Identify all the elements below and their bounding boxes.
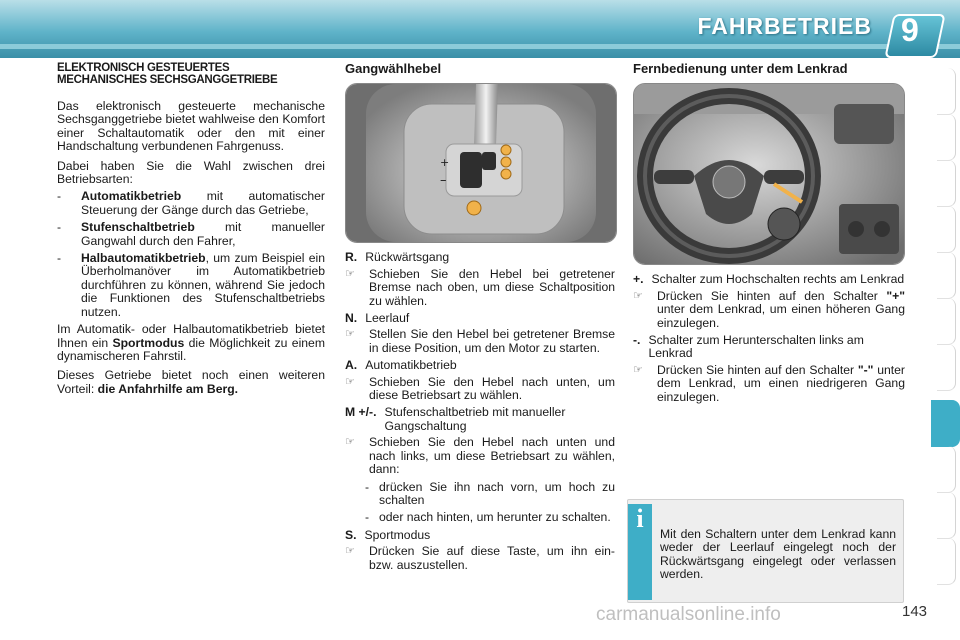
step-text: Schieben Sie den Hebel bei getretener Bremse nach oben, um diese Schaltposition zu wählen. — [369, 266, 615, 308]
gear-lever-photo — [345, 83, 617, 243]
chapter-tab[interactable] — [937, 538, 956, 585]
section-heading: Fernbedienung unter dem Lenkrad — [633, 61, 848, 76]
step-text: Schieben Sie den Hebel nach unten und nach links, um diese Betriebsart zu wählen, dann: — [369, 435, 615, 477]
hand-pointer-icon: ☞ — [345, 436, 355, 449]
intro-paragraph: Das elektronisch gesteuerte mechanische Sechsganggetriebe bietet wahlweise den Komfort einer Schaltautomatik oder den mit einer Handschaltung verbundenen Fahrgenuss. — [57, 99, 325, 154]
term-key: M +/-. — [345, 405, 377, 420]
step-row — [345, 328, 615, 355]
sub-step-text: oder nach hinten, um herunter zu schalten. — [379, 510, 611, 525]
term-row — [345, 529, 615, 542]
chapter-tab[interactable] — [937, 114, 956, 161]
step-row — [633, 290, 905, 330]
term-row — [633, 273, 905, 286]
info-text: Mit den Schaltern unter dem Lenkrad kann weder der Leerlauf eingelegt noch der Rückwärtsgang eingelegt oder verlassen werden. — [660, 527, 896, 582]
term-row — [345, 359, 615, 372]
header-band — [0, 44, 960, 49]
mode-text: mit manueller Gangwahl durch den Fahrer, — [81, 220, 325, 248]
term-desc: Automatikbetrieb — [365, 358, 457, 373]
chapter-tab[interactable] — [937, 68, 956, 115]
list-item: - Stufenschaltbetrieb mit manueller Gangwahl durch den Fahrer, — [57, 220, 325, 248]
step-row — [633, 364, 905, 404]
column-gear-lever — [345, 62, 615, 576]
switch-symbol: "-" — [857, 362, 874, 377]
mode-name: Halbautomatikbetrieb — [81, 251, 206, 266]
hand-pointer-icon: ☞ — [633, 289, 643, 302]
term-row — [345, 406, 615, 433]
term-row — [345, 251, 615, 264]
step-row — [345, 436, 615, 476]
step-text: Drücken Sie hinten auf den Schalter — [657, 288, 887, 303]
step-text: unter dem Lenkrad, um einen niedrigeren Gang einzulegen. — [657, 362, 905, 404]
sport-text: die Möglichkeit zu einem dynamischeren Fahrstil. — [57, 335, 325, 363]
svg-text:+: + — [440, 156, 450, 170]
term-key: S. — [345, 527, 357, 542]
steering-wheel-photo — [633, 83, 905, 265]
column-intro — [57, 62, 325, 402]
page-number: 143 — [902, 603, 928, 620]
mode-text: mit automatischer Steuerung der Gänge durch das Getriebe, — [81, 189, 325, 217]
advantage-paragraph — [57, 369, 325, 396]
step-row — [345, 545, 615, 572]
chapter-tab-active[interactable] — [931, 400, 960, 447]
chapter-number: 9 — [901, 12, 919, 48]
chapter-tab[interactable] — [937, 446, 956, 493]
advantage-term: die Anfahrhilfe am Berg. — [97, 381, 239, 396]
term-desc: Schalter zum Hochschalten rechts am Lenkrad — [651, 272, 905, 287]
term-desc: Rückwärtsgang — [365, 250, 450, 265]
term-key: R. — [345, 250, 358, 265]
hand-pointer-icon: ☞ — [633, 363, 643, 376]
chapter-tab[interactable] — [937, 344, 956, 391]
chapter-tab[interactable] — [937, 160, 956, 207]
term-key: +. — [633, 272, 644, 287]
sport-term: Sportmodus — [112, 335, 185, 350]
term-key: N. — [345, 311, 358, 326]
modes-intro: Dabei haben Sie die Wahl zwischen drei Betriebsarten: — [57, 158, 325, 187]
chapter-tab[interactable] — [937, 206, 956, 253]
step-text: unter dem Lenkrad, um einen höheren Gang einzulegen. — [657, 302, 905, 330]
step-text: Schieben Sie den Hebel nach unten, um diese Betriebsart zu wählen. — [369, 374, 615, 403]
svg-text:–: – — [440, 173, 447, 189]
list-item: - Automatikbetrieb mit automatischer Steuerung der Gänge durch das Getriebe, — [57, 189, 325, 217]
sub-step: - oder nach hinten, um herunter zu schalten. — [365, 511, 615, 524]
step-row — [345, 376, 615, 403]
section-title — [57, 62, 325, 86]
chapter-tabs — [928, 68, 960, 578]
hand-pointer-icon: ☞ — [345, 375, 355, 388]
chapter-tab[interactable] — [937, 492, 956, 539]
chapter-tab[interactable] — [937, 252, 956, 299]
hand-pointer-icon: ☞ — [345, 328, 355, 341]
chapter-tab[interactable] — [937, 298, 956, 345]
switch-symbol: "+" — [886, 288, 905, 303]
term-row — [345, 312, 615, 325]
section-heading: Gangwählhebel — [345, 61, 442, 76]
column-remote-control — [633, 62, 905, 408]
step-text: Stellen Sie den Hebel bei getretener Bremse in diese Position, um den Motor zu starten. — [369, 327, 615, 355]
section-title-line: ELEKTRONISCH GESTEUERTES — [57, 62, 230, 74]
list-item: - Halbautomatikbetrieb, um zum Beispiel ein Überholmanöver im Automatikbetrieb durchführen zu können, während Sie jedoch die Funktionen des Stufenschaltbetriebs nutzen. — [57, 251, 325, 319]
term-desc: Leerlauf — [365, 311, 410, 326]
mode-name: Automatikbetrieb — [81, 189, 182, 204]
mode-text: , um zum Beispiel ein Überholmanöver im Automatikbetrieb durchführen zu können, während Sie jedoch die Funktionen des Stufenschaltbetriebs nutzen. — [81, 251, 325, 319]
hand-pointer-icon: ☞ — [345, 545, 355, 558]
term-desc: Stufenschaltbetrieb mit manueller Gangschaltung — [384, 405, 566, 433]
sport-paragraph — [57, 323, 325, 363]
hand-pointer-icon: ☞ — [345, 267, 355, 280]
term-row — [633, 334, 905, 361]
sport-text: Im Automatik- oder Halbautomatikbetrieb bietet Ihnen ein — [57, 322, 325, 350]
term-desc: Schalter zum Herunterschalten links am Lenkrad — [648, 333, 864, 361]
advantage-text: Dieses Getriebe bietet noch einen weiteren Vorteil: — [57, 368, 325, 396]
info-icon: i — [628, 504, 652, 534]
term-key: A. — [345, 358, 358, 373]
term-key: -. — [633, 333, 641, 348]
info-bar — [628, 534, 652, 600]
step-text: Drücken Sie hinten auf den Schalter — [657, 362, 858, 377]
step-text: Drücken Sie auf diese Taste, um ihn ein- bzw. auszustellen. — [369, 544, 615, 572]
step-row — [345, 268, 615, 308]
watermark: carmanualsonline.info — [596, 604, 781, 625]
sub-step: - drücken Sie ihn nach vorn, um hoch zu schalten — [365, 479, 615, 507]
section-title-line: MECHANISCHES SECHSGANGGETRIEBE — [57, 74, 278, 86]
sub-step-text: drücken Sie ihn nach vorn, um hoch zu schalten — [379, 479, 615, 507]
term-desc: Sportmodus — [364, 527, 431, 542]
mode-name: Stufenschaltbetrieb — [81, 220, 195, 235]
chapter-title: FAHRBETRIEB — [697, 13, 872, 39]
